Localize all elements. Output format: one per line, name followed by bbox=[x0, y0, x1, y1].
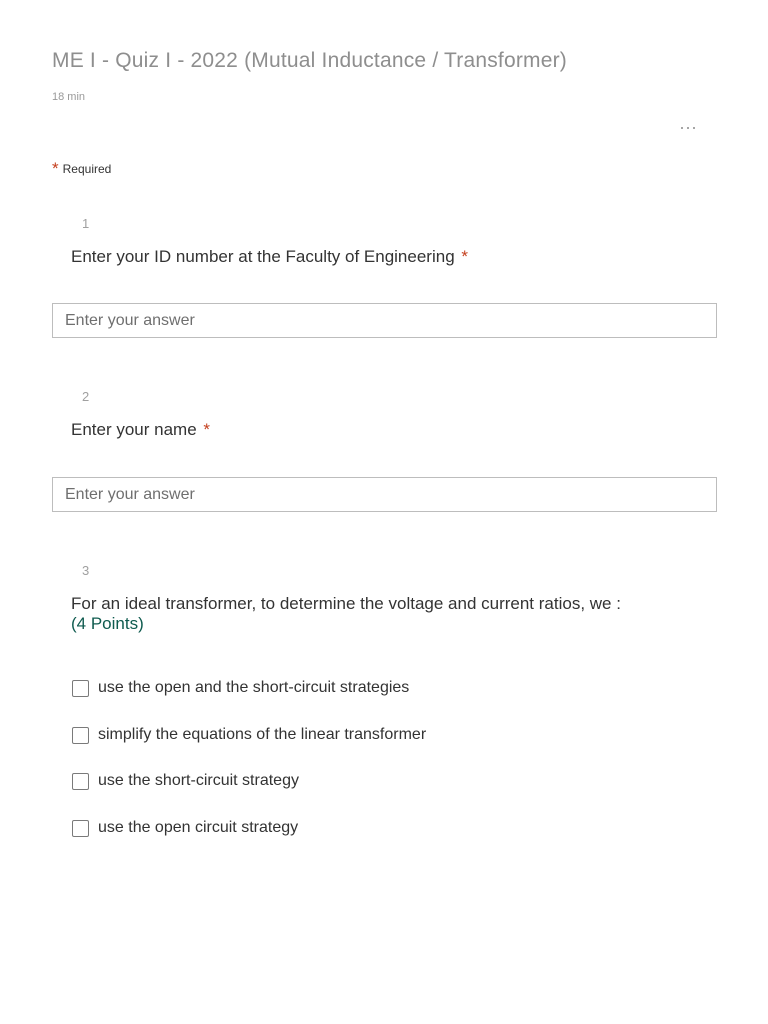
question-3-option-1[interactable] bbox=[72, 679, 409, 697]
checkbox[interactable] bbox=[72, 727, 89, 744]
more-options-icon[interactable] bbox=[674, 116, 702, 140]
question-2-text: Enter your name bbox=[71, 420, 197, 439]
option-label: use the open circuit strategy bbox=[98, 819, 299, 836]
question-2-required-star: * bbox=[203, 420, 211, 439]
checkbox[interactable] bbox=[72, 680, 89, 697]
form-duration: 18 min bbox=[52, 91, 86, 103]
option-label: use the open and the short-circuit strategies bbox=[98, 679, 410, 696]
question-3-number: 3 bbox=[82, 563, 90, 578]
checkbox[interactable] bbox=[72, 773, 89, 790]
form-title: ME I - Quiz I - 2022 (Mutual Inductance / Transformer) bbox=[52, 49, 567, 72]
checkbox[interactable] bbox=[72, 820, 89, 837]
question-1-text: Enter your ID number at the Faculty of Engineering bbox=[71, 247, 455, 266]
question-1-title bbox=[71, 247, 468, 267]
required-label: Required bbox=[62, 162, 112, 176]
question-3-points: (4 Points) bbox=[71, 614, 144, 633]
question-2-answer-input[interactable] bbox=[52, 477, 717, 512]
question-3-option-3[interactable] bbox=[72, 772, 299, 790]
option-label: simplify the equations of the linear transformer bbox=[98, 726, 427, 743]
question-3-option-2[interactable] bbox=[72, 726, 426, 744]
question-1-number: 1 bbox=[82, 216, 90, 231]
option-label: use the short-circuit strategy bbox=[98, 772, 299, 789]
question-2-number: 2 bbox=[82, 389, 90, 404]
required-star: * bbox=[52, 159, 59, 178]
menu-dot bbox=[681, 127, 683, 129]
menu-dot bbox=[687, 127, 689, 129]
question-3-option-4[interactable] bbox=[72, 819, 298, 837]
question-3-text: For an ideal transformer, to determine the voltage and current ratios, we : bbox=[71, 594, 621, 613]
question-1-answer-input[interactable] bbox=[52, 303, 717, 338]
menu-dot bbox=[693, 127, 695, 129]
question-1-required-star: * bbox=[461, 247, 469, 266]
required-note bbox=[52, 159, 112, 178]
question-2-title bbox=[71, 420, 210, 440]
question-3-title bbox=[71, 594, 621, 634]
